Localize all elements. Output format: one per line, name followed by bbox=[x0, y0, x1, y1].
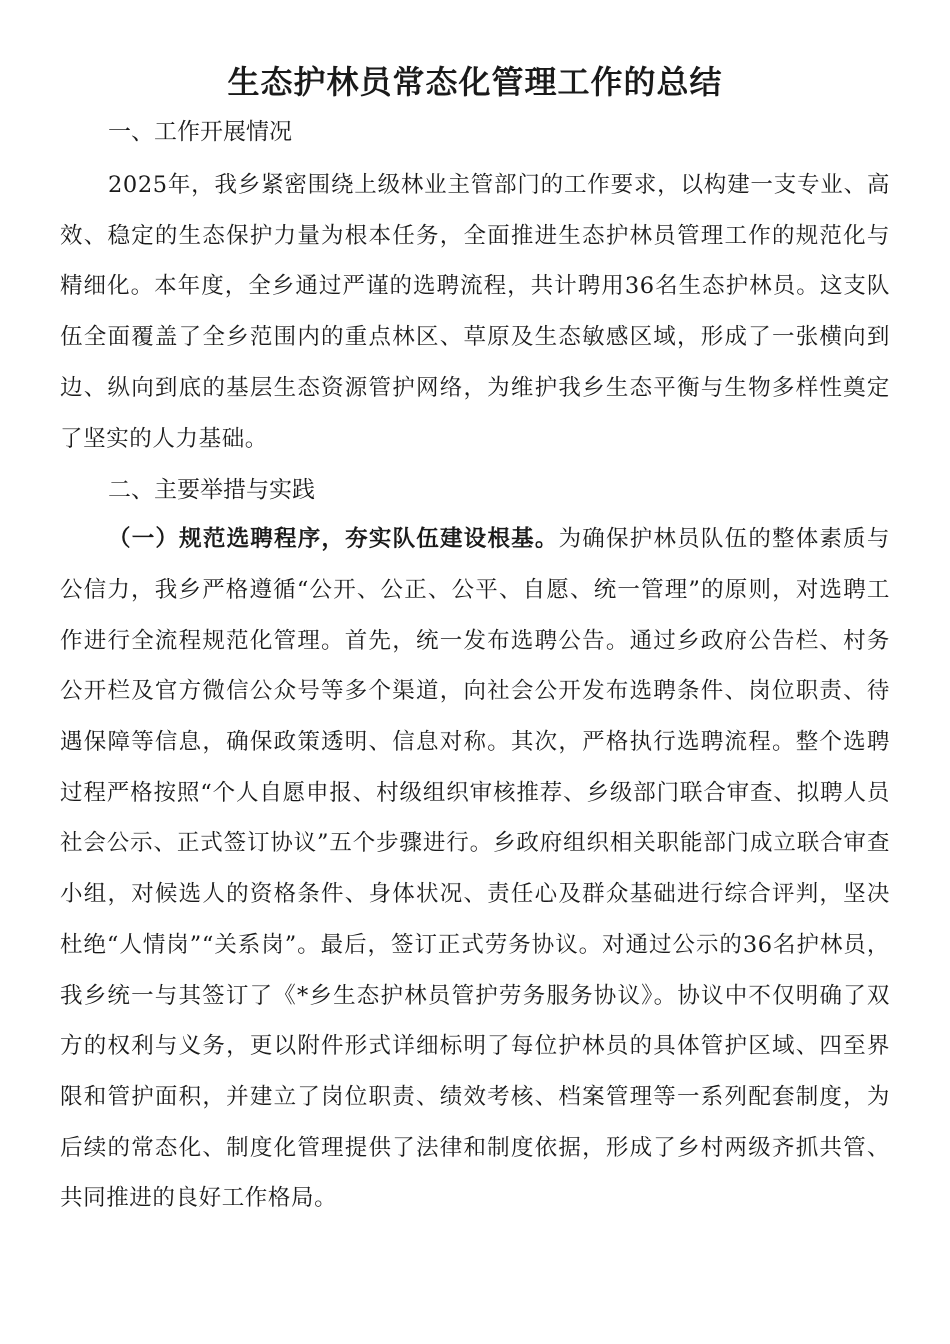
section-1-heading: 一、工作开展情况 bbox=[108, 119, 292, 145]
section-2-sub-1-body: 为确保护林员队伍的整体素质与公信力，我乡严格遵循“公开、公正、公平、自愿、统一管理”的原则，对选聘工作进行全流程规范化管理。首先，统一发布选聘公告。通过乡政府公告栏、村务公开栏及官方微信公众号等多个渠道，向社会公开发布选聘条件、岗位职责、待遇保障等信息，确保政策透明、信息对称。其次，严格执行选聘流程。整个选聘过程严格按照“个人自愿申报、村级组织审核推荐、乡级部门联合审查、拟聘人员社会公示、正式签订协议”五个步骤进行。乡政府组织相关职能部门成立联合审查小组，对候选人的资格条件、身体状况、责任心及群众基础进行综合评判，坚决杜绝“人情岗”“关系岗”。最后，签订正式劳务协议。对通过公示的36名护林员，我乡统一与其签订了《*乡生态护林员管护劳务服务协议》。协议中不仅明确了双方的权利与义务，更以附件形式详细标明了每位护林员的具体管护区域、四至界限和管护面积，并建立了岗位职责、绩效考核、档案管理等一系列配套制度，为后续的常态化、制度化管理提供了法律和制度依据，形成了乡村两级齐抓共管、共同推进的良好工作格局。 bbox=[60, 526, 890, 1212]
section-2-sub-1-paragraph bbox=[60, 514, 890, 1224]
document-page bbox=[60, 56, 890, 1224]
document-title: 生态护林员常态化管理工作的总结 bbox=[227, 63, 723, 101]
section-1-paragraph: 2025年，我乡紧密围绕上级林业主管部门的工作要求，以构建一支专业、高效、稳定的生态保护力量为根本任务，全面推进生态护林员管理工作的规范化与精细化。本年度，全乡通过严谨的选聘流程，共计聘用36名生态护林员。这支队伍全面覆盖了全乡范围内的重点林区、草原及生态敏感区域，形成了一张横向到边、纵向到底的基层生态资源管护网络，为维护我乡生态平衡与生物多样性奠定了坚实的人力基础。 bbox=[60, 172, 890, 452]
section-2-sub-1-lead: （一）规范选聘程序，夯实队伍建设根基。 bbox=[108, 526, 559, 553]
section-2-heading: 二、主要举措与实践 bbox=[108, 477, 315, 504]
